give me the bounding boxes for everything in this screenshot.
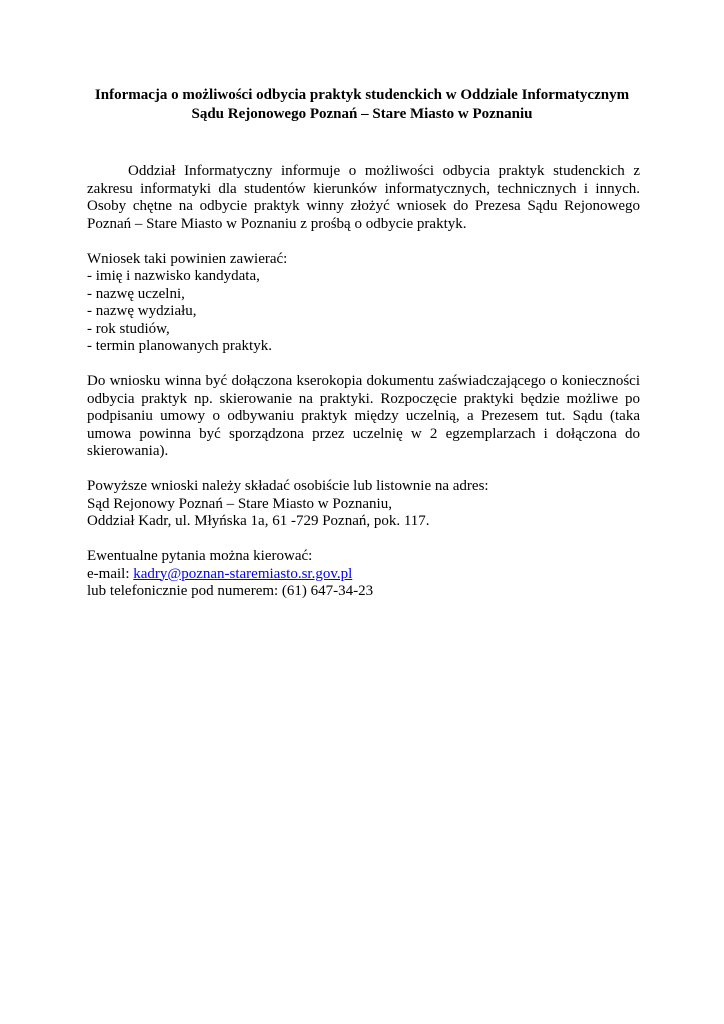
contact-block [87,548,640,601]
list-item: - nazwę wydziału, [87,303,197,319]
list-item: - imię i nazwisko kandydata, [87,268,260,284]
email-line [87,566,640,584]
list-item: - termin planowanych praktyk. [87,338,272,354]
address-line: Oddział Kadr, ul. Młyńska 1a, 61 -729 Poznań, pok. 117. [87,513,430,529]
title-line-2: Sądu Rejonowego Poznań – Stare Miasto w Poznaniu [191,106,533,122]
list-item: - rok studiów, [87,320,170,337]
application-requirements [87,251,640,356]
application-heading: Wniosek taki powinien zawierać: [87,250,288,267]
attachment-paragraph: Do wniosku winna być dołączona kserokopia dokumentu zaświadczającego o konieczności odbycia praktyk np. skierowanie na praktyki. Rozpoczęcie praktyki będzie możliwe po podpisaniu umowy o odbywaniu praktyk między uczelnią, a Prezesem tut. Sądu (taka umowa powinna być sporządzona przez uczelnię w 2 egzemplarzach i dołączona do skierowania). [87,373,640,459]
address-block [87,478,640,531]
email-link[interactable]: kadry@poznan-staremiasto.sr.gov.pl [133,565,353,582]
email-label: e-mail: [87,565,134,582]
phone-line: lub telefonicznie pod numerem: (61) 647-34-23 [87,583,374,599]
address-line: Sąd Rejonowy Poznań – Stare Miasto w Poznaniu, [87,495,392,512]
title-line-1: Informacja o możliwości odbycia praktyk studenckich w Oddziale Informatycznym [94,87,630,103]
contact-heading: Ewentualne pytania można kierować: [87,548,313,564]
document-body [87,163,640,601]
intro-paragraph: Oddział Informatyczny informuje o możliwości odbycia praktyk studenckich z zakresu informatyki dla studentów kierunków informatycznych, technicznych i innych. Osoby chętne na odbycie praktyk winny złożyć wniosek do Prezesa Sądu Rejonowego Poznań – Stare Miasto w Poznaniu z prośbą o odbycie praktyk. [87,163,640,232]
address-line: Powyższe wnioski należy składać osobiście lub listownie na adres: [87,478,489,494]
document-title [60,86,664,124]
list-item: - nazwę uczelni, [87,285,185,302]
